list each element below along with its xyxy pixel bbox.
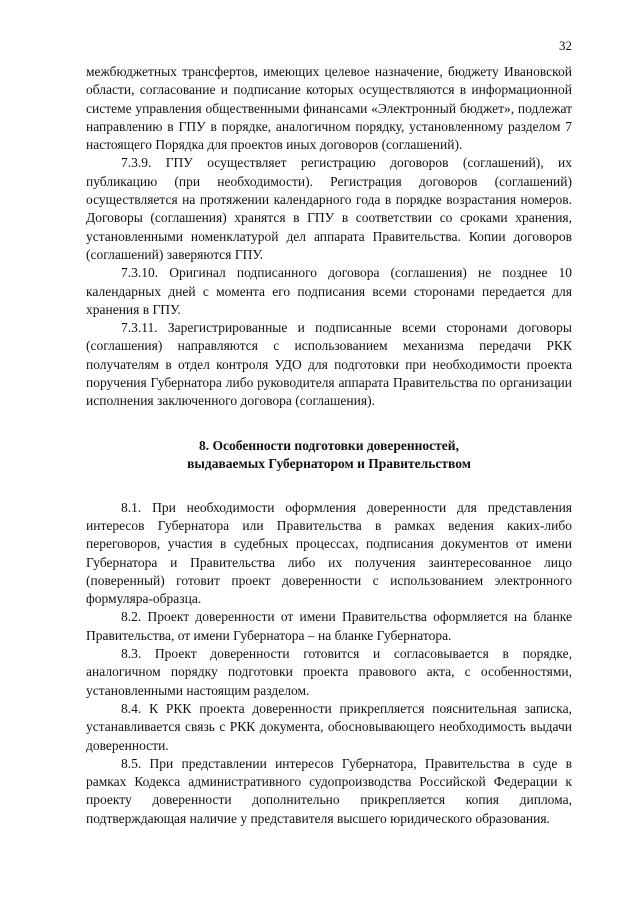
paragraph-7-3-10: 7.3.10. Оригинал подписанного договора (соглашения) не позднее 10 календарных дней с момента его подписания всеми сторонами передается для хранения в ГПУ. bbox=[86, 265, 572, 317]
section-8-heading-line1: 8. Особенности подготовки доверенностей, bbox=[199, 437, 459, 453]
page-number: 32 bbox=[559, 38, 572, 53]
paragraph-8-3: 8.3. Проект доверенности готовится и согласовывается в порядке, аналогичном порядку подготовки проекта правового акта, с особенностями, установленными настоящим разделом. bbox=[86, 646, 572, 698]
paragraph-8-1: 8.1. При необходимости оформления доверенности для представления интересов Губернатора или Правительства в рамках ведения каких-либо переговоров, участия в судебных процессах, подписания документов от имени Губернатора и Правительства либо их получения заинтересованное лицо (поверенный) готовит проект доверенности с использованием электронного формуляра-образца. bbox=[86, 499, 572, 607]
paragraph-8-5: 8.5. При представлении интересов Губернатора, Правительства в суде в рамках Кодекса административного судопроизводства Российской Федерации к проекту доверенности дополнительно прикрепляется копия диплома, подтверждающая наличие у представителя высшего юридического образования. bbox=[86, 755, 572, 826]
section-8-heading-line2: выдаваемых Губернатором и Правительством bbox=[187, 456, 471, 472]
page-body bbox=[86, 63, 572, 828]
paragraph-8-4: 8.4. К РКК проекта доверенности прикрепляется пояснительная записка, устанавливается связь с РКК документа, обосновывающего необходимость выдачи доверенности. bbox=[86, 700, 572, 753]
paragraph-7-3-11: 7.3.11. Зарегистрированные и подписанные всеми сторонами договоры (соглашения) направляются с использованием механизма передачи РКК получателям в отдел контроля УДО для подготовки при необходимости проекта поручения Губернатора либо руководителя аппарата Правительства по организации исполнения заключенного договора (соглашения). bbox=[86, 320, 572, 409]
paragraph-transfers-continued: межбюджетных трансфертов, имеющих целевое назначение, бюджету Ивановской области, согласование и подписание которых осуществляются в информационной системе управления общественными финансами «Электронный бюджет», подлежат направлению в ГПУ в порядке, аналогичном порядку, установленному разделом 7 настоящего Порядка для проектов иных договоров (соглашений). bbox=[86, 64, 572, 153]
paragraph-8-2: 8.2. Проект доверенности от имени Правительства оформляется на бланке Правительства, от имени Губернатора – на бланке Губернатора. bbox=[86, 609, 572, 643]
section-8-heading bbox=[86, 437, 572, 474]
paragraph-7-3-9: 7.3.9. ГПУ осуществляет регистрацию договоров (соглашений), их публикацию (при необходимости). Регистрация договоров (соглашений) осуществляется на протяжении календарного года в порядке возрастания номеров. Договоры (соглашения) хранятся в ГПУ в соответствии со сроками хранения, установленными номенклатурой дел аппарата Правительства. Копии договоров (соглашений) заверяются ГПУ. bbox=[86, 155, 572, 262]
